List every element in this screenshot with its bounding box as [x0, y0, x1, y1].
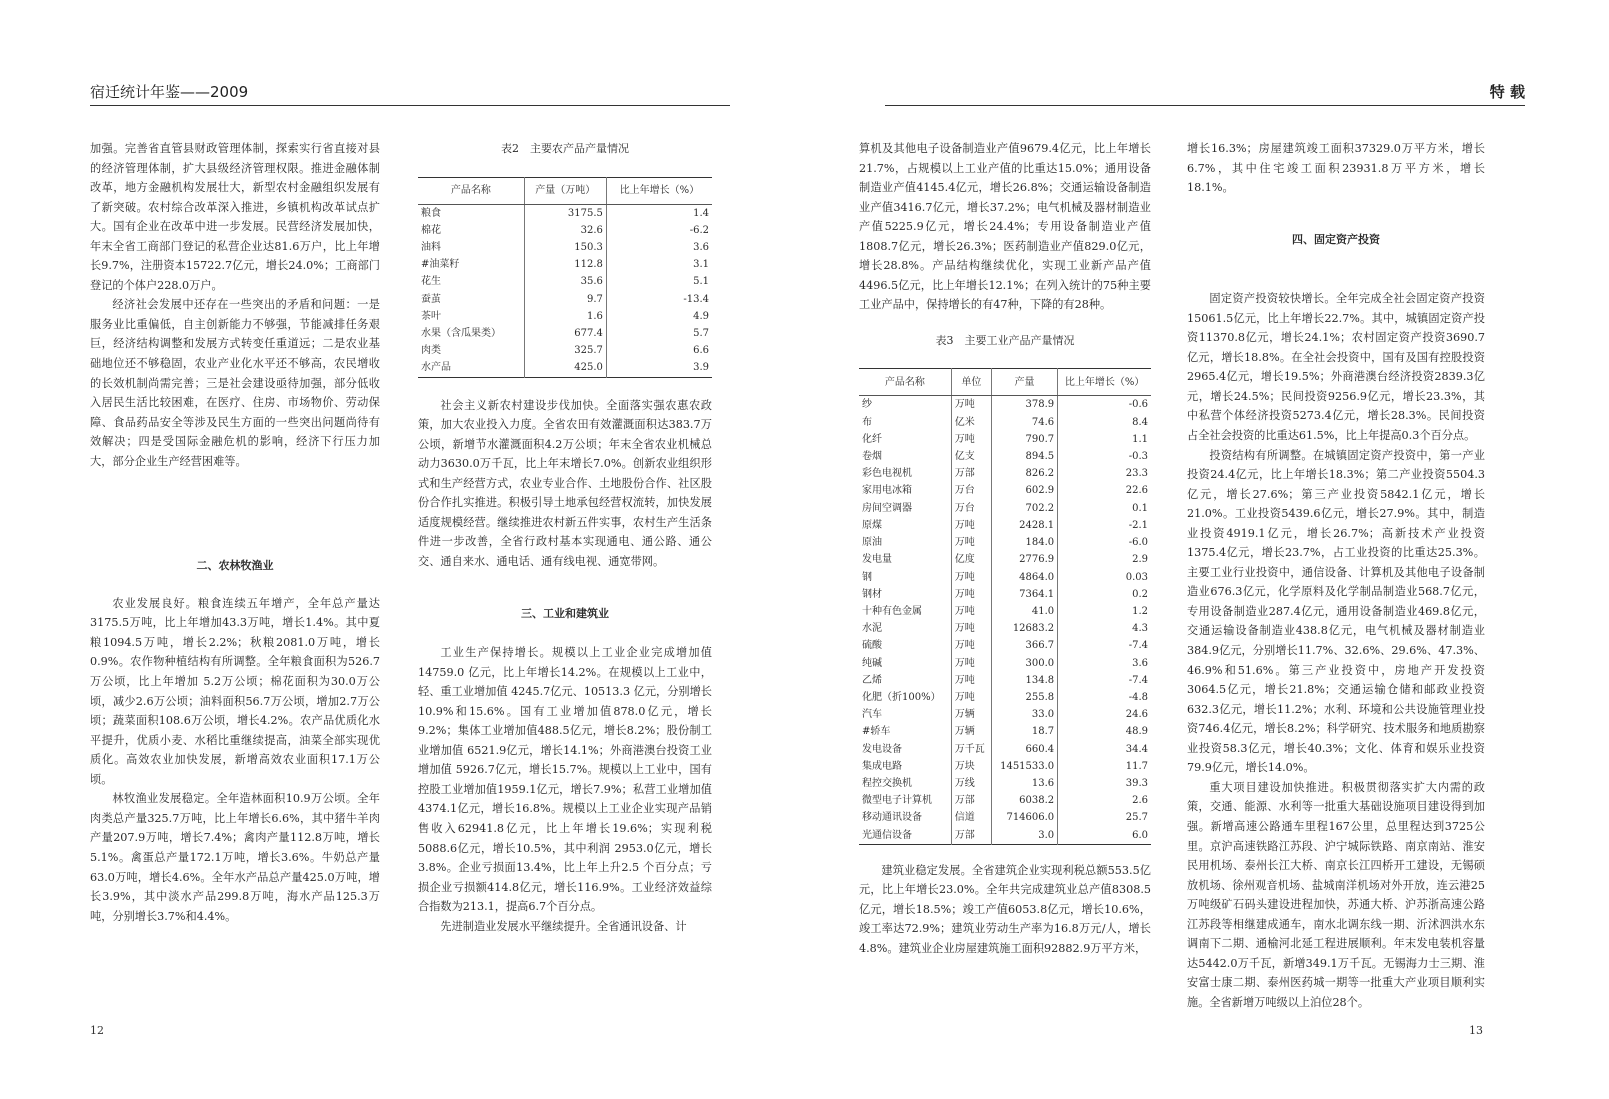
paragraph: 建筑业稳定发展。全省建筑企业实现利税总额553.5亿元，比上年增长23.0%。全年共完成建筑业总产值8308.5亿元，增长18.5%；竣工产值6053.8亿元，增长10.6%，竣工率达72.9%；建筑业劳动生产率为16.8万元/人，增长4.8%。建筑业企业房屋建筑施工面积92882.9万平方米，: [859, 863, 1151, 955]
table-cell: 1.4: [693, 207, 709, 219]
table-cell: 万部: [951, 792, 991, 809]
table-cell: 41.0: [991, 603, 1057, 620]
table-cell: 74.6: [991, 414, 1057, 431]
table-cell: #轿车: [859, 723, 951, 740]
table-cell: 6.0: [1132, 829, 1148, 841]
paragraph: 经济社会发展中还存在一些突出的矛盾和问题：一是服务业比重偏低，自主创新能力不够强，节能减排任务艰巨，经济结构调整和发展方式转变任重道远；二是农业基础地位还不够稳固，农业产业化水平还不够高，农民增收的长效机制尚需完善；三是社会建设亟待加强，部分低收入居民生活比较困难，在医疗、住房、市场物价、劳动保障、食品药品安全等涉及民生方面的一些突出问题尚待有效解决；四是受国际金融危机的影响，经济下行压力加大，部分企业生产经营困难等。: [90, 298, 380, 468]
right-page-header: [885, 85, 1525, 106]
table-cell: 12683.2: [991, 620, 1057, 637]
table-cell: 油料: [418, 239, 524, 256]
table-cell: -0.6: [1128, 399, 1148, 411]
table-cell: 集成电路: [859, 758, 951, 775]
table-cell: 366.7: [991, 637, 1057, 654]
table-row: [859, 672, 1151, 689]
table-cell: 2428.1: [991, 517, 1057, 534]
table-row: [859, 775, 1151, 792]
table-row: [859, 741, 1151, 758]
table-row: [859, 792, 1151, 809]
table-cell: 660.4: [991, 741, 1057, 758]
table-cell: 蚕茧: [418, 291, 524, 308]
table-cell: 5.1: [693, 276, 709, 288]
table-cell: -4.8: [1128, 691, 1148, 703]
table-row: [418, 256, 712, 273]
table-cell: 纯碱: [859, 655, 951, 672]
table-cell: 4.3: [1132, 623, 1148, 635]
table-row: [859, 448, 1151, 465]
section-heading: 二、农林牧渔业: [196, 559, 274, 573]
table-cell: 3175.5: [524, 204, 606, 222]
table-cell: 布: [859, 414, 951, 431]
table-cell: 原油: [859, 534, 951, 551]
table-cell: 亿支: [951, 448, 991, 465]
table-cell: 0.1: [1132, 502, 1148, 514]
table-cell: 硫酸: [859, 637, 951, 654]
column-header: 产品名称: [418, 177, 524, 204]
paragraph: 增长16.3%；房屋建筑竣工面积37329.0万平方米，增长6.7%，其中住宅竣工面积23931.8万平方米，增长18.1%。: [1187, 142, 1485, 195]
paragraph: 工业生产保持增长。规模以上工业企业完成增加值14759.0 亿元，比上年增长14.2%。在规模以上工业中，轻、重工业增加值 4245.7亿元、10513.3 亿元，分别增长10.9%和15.6%。国有工业增加值878.0亿元，增长9.2%；集体工业增加值488.5亿元，增长8.2%；股份制工业增加值 6521.9亿元，增长14.1%；外商港澳台投资工业增加值 5926.7亿元，增长15.7%。规模以上工业中，国有控股工业增加值1959.1亿元，增长7.9%；私营工业增加值4374.1亿元，增长16.8%。规模以上工业企业实现产品销售收入62941.8亿元，比上年增长19.6%；实现利税5088.6亿元，增长10.5%，其中利润 2953.0亿元，增长3.8%。企业亏损面13.4%，比上年上升2.5 个百分点；亏损企业亏损额414.8亿元，增长116.9%。工业经济效益综合指数为213.1，提高6.7个百分点。: [418, 646, 712, 914]
table-cell: -13.4: [683, 293, 709, 305]
table-row: [859, 551, 1151, 568]
right-column-1: [859, 139, 1151, 958]
table-row: [859, 706, 1151, 723]
table-cell: 信道: [951, 809, 991, 826]
page-number: 13: [1469, 1024, 1483, 1037]
agri-output-table: [418, 177, 712, 378]
table-cell: 11.7: [1125, 760, 1148, 772]
table-row: [859, 465, 1151, 482]
table-row: [859, 723, 1151, 740]
table-cell: 184.0: [991, 534, 1057, 551]
table-cell: 13.6: [991, 775, 1057, 792]
table-cell: 钢材: [859, 586, 951, 603]
paragraph: 加强。完善省直管县财政管理体制，探索实行省直接对县的经济管理体制，扩大县级经济管理权限。推进金融体制改革，地方金融机构发展壮大，新型农村金融组织发展有了新突破。农村综合改革深入推进，乡镇机构改革试点扩大。国有企业在改革中进一步发展。民营经济发展加快，年末全省工商部门登记的私营企业达81.6万户，比上年增长9.7%，注册资本15722.7亿元，增长24.0%；工商部门登记的个体户228.0万户。: [90, 142, 380, 292]
table-cell: 826.2: [991, 465, 1057, 482]
table-cell: 肉类: [418, 342, 524, 359]
table-cell: 8.4: [1132, 416, 1148, 428]
table-cell: 1.6: [524, 308, 606, 325]
paragraph: 投资结构有所调整。在城镇固定资产投资中，第一产业投资24.4亿元，比上年增长18.3%；第二产业投资5504.3亿元，增长27.6%；第三产业投资5842.1亿元，增长21.0%。工业投资5439.6亿元，增长27.9%。其中，制造业投资4919.1亿元，增长26.7%；高新技术产业投资1375.4亿元，增长23.7%，占工业投资的比重达25.3%。主要工业行业投资中，通信设备、计算机及其他电子设备制造业676.3亿元，化学原料及化学制品制造业568.7亿元，专用设备制造业287.4亿元，通用设备制造业469.8亿元，交通运输设备制造业438.8亿元，电气机械及器材制造业384.9亿元，分别增长11.7%、32.6%、29.6%、47.3%、46.9%和51.6%。第三产业投资中，房地产开发投资3064.5亿元，增长21.8%；交通运输仓储和邮政业投资632.3亿元，增长11.2%；水利、环境和公共设施管理业投资746.4亿元，增长8.2%；科学研究、技术服务和地质勘察业投资58.3亿元，增长40.3%；文化、体育和娱乐业投资 79.9亿元，增长14.0%。: [1187, 448, 1485, 775]
section-heading: 三、工业和建筑业: [521, 606, 609, 620]
table-cell: 325.7: [524, 342, 606, 359]
table-cell: 万线: [951, 775, 991, 792]
table-cell: -7.4: [1128, 640, 1148, 652]
table-cell: 程控交换机: [859, 775, 951, 792]
section-heading: 四、固定资产投资: [1292, 232, 1380, 246]
left-column-2: [418, 139, 712, 936]
table-cell: 24.6: [1125, 709, 1148, 721]
industry-output-table: [859, 368, 1151, 844]
right-column-2: [1187, 139, 1485, 1012]
table-cell: 汽车: [859, 706, 951, 723]
table-cell: 原煤: [859, 517, 951, 534]
table-cell: 万吨: [951, 431, 991, 448]
table-cell: 家用电冰箱: [859, 482, 951, 499]
table-cell: -0.3: [1128, 451, 1148, 463]
table-cell: 光通信设备: [859, 827, 951, 845]
table-row: [859, 655, 1151, 672]
paragraph: 重大项目建设加快推进。积极贯彻落实扩大内需的政策，交通、能源、水利等一批重大基础设施项目建设得到加强。新增高速公路通车里程167公里，总里程达到3725公里。京沪高速铁路江苏段、沪宁城际铁路、南京南站、淮安民用机场、泰州长江大桥、南京长江四桥开工建设，无锡硕放机场、徐州观音机场、盐城南洋机场对外开放，连云港25万吨级矿石码头建设进程加快，苏通大桥、沪苏浙高速公路江苏段等相继建成通车，南水北调东线一期、沂沭泗洪水东调南下二期、通榆河北延工程进展顺利。年末发电装机容量达5442.0万千瓦，新增349.1万千瓦。无锡海力士三期、淮安富士康二期、泰州医药城一期等一批重大产业项目顺利实施。全省新增万吨级以上泊位28个。: [1187, 780, 1485, 1009]
column-header: 产量（万吨）: [524, 177, 606, 204]
paragraph: 林牧渔业发展稳定。全年造林面积10.9万公顷。全年肉类总产量325.7万吨，比上年增长6.6%，其中猪牛羊肉产量207.9万吨，增长7.4%；禽肉产量112.8万吨，增长5.1%。禽蛋总产量172.1万吨，增长3.6%。牛奶总产量63.0万吨，增长4.6%。全年水产品总产量425.0万吨，增长3.9%，其中淡水产品299.8万吨，海水产品125.3万吨，分别增长3.7%和4.4%。: [90, 792, 380, 923]
table-row: [418, 273, 712, 290]
table-cell: 万台: [951, 500, 991, 517]
column-header: 单位: [951, 369, 991, 396]
table-cell: #油菜籽: [418, 256, 524, 273]
table-cell: 化肥（折100%）: [859, 689, 951, 706]
paragraph: 算机及其他电子设备制造业产值9679.4亿元，比上年增长21.7%，占规模以上工业产值的比重达15.0%；通用设备制造业产值4145.4亿元，增长26.8%；交通运输设备制造业产值3416.7亿元，增长37.2%；电气机械及器材制造业产值5225.9亿元，增长24.4%；专用设备制造业产值1808.7亿元，增长26.3%；医药制造业产值829.0亿元，增长28.8%。产品结构继续优化，实现工业新产品产值 4496.5亿元，比上年增长12.1%；在列入统计的75种主要工业产品中，保持增长的有47种，下降的有28种。: [859, 142, 1151, 312]
table-cell: 4.9: [693, 310, 709, 322]
table-cell: 33.0: [991, 706, 1057, 723]
table-cell: 棉花: [418, 222, 524, 239]
table-cell: 万吨: [951, 637, 991, 654]
table-cell: -7.4: [1128, 674, 1148, 686]
table-cell: 32.6: [524, 222, 606, 239]
table-cell: 677.4: [524, 325, 606, 342]
table-cell: 花生: [418, 273, 524, 290]
table-row: [418, 204, 712, 222]
table-cell: 万吨: [951, 655, 991, 672]
paragraph: 社会主义新农村建设步伐加快。全面落实强农惠农政策，加大农业投入力度。全省农田有效灌溉面积达383.7万公顷，新增节水灌溉面积4.2万公顷；年末全省农业机械总动力3630.0万千瓦，比上年末增长7.0%。创新农业组织形式和生产经营方式，农业专业合作、土地股份合作、社区股份合作扎实推进。积极引导土地承包经营权流转，加快发展适度规模经营。继续推进农村新五件实事，农村生产生活条件进一步改善，全省行政村基本实现通电、通公路、通公交、通自来水、通电话、通有线电视、通宽带网。: [418, 398, 712, 568]
table-row: [418, 359, 712, 377]
table-row: [859, 431, 1151, 448]
table-cell: 894.5: [991, 448, 1057, 465]
table-row: [859, 500, 1151, 517]
table-cell: 5.7: [693, 327, 709, 339]
table-row: [418, 325, 712, 342]
table-cell: -6.2: [689, 224, 709, 236]
table-cell: 茶叶: [418, 308, 524, 325]
table-row: [859, 620, 1151, 637]
table-cell: 22.6: [1125, 485, 1148, 497]
table-cell: 十种有色金属: [859, 603, 951, 620]
left-page: [0, 0, 790, 1099]
table-row: [859, 637, 1151, 654]
table-cell: 3.0: [991, 827, 1057, 845]
table-cell: 万辆: [951, 706, 991, 723]
table-cell: 万吨: [951, 534, 991, 551]
table-cell: 34.4: [1125, 743, 1148, 755]
table-cell: 1.1: [1132, 433, 1148, 445]
table-cell: 乙烯: [859, 672, 951, 689]
table-cell: 602.9: [991, 482, 1057, 499]
left-page-header: [90, 85, 730, 106]
table-cell: 425.0: [524, 359, 606, 377]
table-cell: 6038.2: [991, 792, 1057, 809]
table-caption: 表3 主要工业产品产量情况: [935, 333, 1075, 347]
table-cell: 微型电子计算机: [859, 792, 951, 809]
page-number: 12: [90, 1024, 104, 1037]
yearbook-title: 宿迁统计年鉴——2009: [90, 83, 249, 101]
table-cell: 水泥: [859, 620, 951, 637]
table-cell: 万部: [951, 827, 991, 845]
table-cell: 万吨: [951, 586, 991, 603]
table-cell: 亿度: [951, 551, 991, 568]
table-cell: 卷烟: [859, 448, 951, 465]
table-cell: 150.3: [524, 239, 606, 256]
table-cell: 378.9: [991, 396, 1057, 414]
table-cell: 7364.1: [991, 586, 1057, 603]
table-cell: 万吨: [951, 569, 991, 586]
table-cell: 0.03: [1125, 571, 1148, 583]
table-cell: 水果（含瓜果类）: [418, 325, 524, 342]
table-cell: 3.1: [693, 259, 709, 271]
table-cell: 亿米: [951, 414, 991, 431]
table-row: [418, 222, 712, 239]
table-cell: 万吨: [951, 620, 991, 637]
table-cell: 3.6: [1132, 657, 1148, 669]
column-header: 产量: [991, 369, 1057, 396]
table-cell: 9.7: [524, 291, 606, 308]
table-cell: 万吨: [951, 603, 991, 620]
table-cell: 万吨: [951, 672, 991, 689]
table-row: [859, 586, 1151, 603]
table-cell: 702.2: [991, 500, 1057, 517]
table-row: [859, 569, 1151, 586]
table-cell: 0.2: [1132, 588, 1148, 600]
table-cell: 4864.0: [991, 569, 1057, 586]
table-cell: 25.7: [1125, 812, 1148, 824]
table-row: [859, 827, 1151, 845]
table-row: [859, 758, 1151, 775]
section-title: 特 载: [1489, 83, 1525, 101]
table-cell: 48.9: [1125, 726, 1148, 738]
table-cell: 35.6: [524, 273, 606, 290]
table-cell: 714606.0: [991, 809, 1057, 826]
table-cell: -2.1: [1128, 519, 1148, 531]
table-row: [859, 689, 1151, 706]
table-cell: 2.6: [1132, 795, 1148, 807]
table-cell: 彩色电视机: [859, 465, 951, 482]
column-header: 产品名称: [859, 369, 951, 396]
table-cell: 1.2: [1132, 605, 1148, 617]
table-row: [859, 517, 1151, 534]
table-cell: 6.6: [693, 345, 709, 357]
table-row: [418, 308, 712, 325]
table-cell: 粮食: [418, 204, 524, 222]
table-row: [418, 342, 712, 359]
table-cell: 万部: [951, 465, 991, 482]
table-cell: 万吨: [951, 517, 991, 534]
paragraph: 固定资产投资较快增长。全年完成全社会固定资产投资15061.5亿元，比上年增长22.7%。其中，城镇固定资产投资11370.8亿元，增长24.1%；农村固定资产投资3690.7亿元，增长18.8%。在全社会投资中，国有及国有控股投资2965.4亿元，增长19.5%；外商港澳台经济投资2839.3亿元，增长24.5%；民间投资9256.9亿元，增长23.3%，其中私营个体经济投资5273.4亿元，增长28.3%。民间投资占全社会投资的比重达61.5%，比上年提高0.3个百分点。: [1187, 292, 1485, 443]
table-cell: 2776.9: [991, 551, 1057, 568]
table-cell: 发电设备: [859, 741, 951, 758]
table-row: [859, 482, 1151, 499]
table-row: [859, 414, 1151, 431]
table-cell: 1451533.0: [991, 758, 1057, 775]
table-cell: 23.3: [1125, 468, 1148, 480]
table-cell: 纱: [859, 396, 951, 414]
paragraph: 先进制造业发展水平继续提升。全省通讯设备、计: [440, 919, 687, 933]
column-header: 比上年增长（%）: [606, 177, 712, 204]
table-cell: 790.7: [991, 431, 1057, 448]
table-cell: 112.8: [524, 256, 606, 273]
table-cell: 移动通讯设备: [859, 809, 951, 826]
table-cell: 化纤: [859, 431, 951, 448]
table-cell: 2.9: [1132, 554, 1148, 566]
table-cell: 39.3: [1125, 777, 1148, 789]
table-cell: 3.9: [693, 362, 709, 374]
table-cell: 水产品: [418, 359, 524, 377]
table-cell: 万千瓦: [951, 741, 991, 758]
table-cell: 3.6: [693, 241, 709, 253]
table-cell: -6.0: [1128, 537, 1148, 549]
table-cell: 钢: [859, 569, 951, 586]
column-header: 比上年增长（%）: [1058, 369, 1151, 396]
paragraph: 农业发展良好。粮食连续五年增产，全年总产量达3175.5万吨，比上年增加43.3万吨，增长1.4%。其中夏粮1094.5万吨，增长2.2%；秋粮2081.0万吨，增长0.9%。农作物种植结构有所调整。全年粮食面积为526.7万公顷，比上年增加 5.2万公顷；棉花面积为30.0万公顷，减少2.6万公顷；油料面积56.7万公顷，增加2.7万公顷；蔬菜面积108.6万公顷，增长4.2%。农产品优质化水平提升，优质小麦、水稻比重继续提高，油菜全部实现优质化。高效农业加快发展，新增高效农业面积17.1万公顷。: [90, 596, 380, 786]
table-row: [859, 603, 1151, 620]
table-cell: 万台: [951, 482, 991, 499]
table-cell: 发电量: [859, 551, 951, 568]
table-row: [859, 809, 1151, 826]
table-cell: 18.7: [991, 723, 1057, 740]
table-caption: 表2 主要农产品产量情况: [501, 142, 629, 155]
table-cell: 万辆: [951, 723, 991, 740]
table-cell: 万吨: [951, 396, 991, 414]
left-column-1: [90, 139, 380, 926]
table-cell: 300.0: [991, 655, 1057, 672]
table-cell: 万吨: [951, 689, 991, 706]
table-cell: 255.8: [991, 689, 1057, 706]
table-row: [859, 534, 1151, 551]
table-cell: 万块: [951, 758, 991, 775]
right-page: [819, 0, 1609, 1099]
table-cell: 134.8: [991, 672, 1057, 689]
table-row: [418, 291, 712, 308]
table-row: [418, 239, 712, 256]
table-row: [859, 396, 1151, 414]
table-cell: 房间空调器: [859, 500, 951, 517]
